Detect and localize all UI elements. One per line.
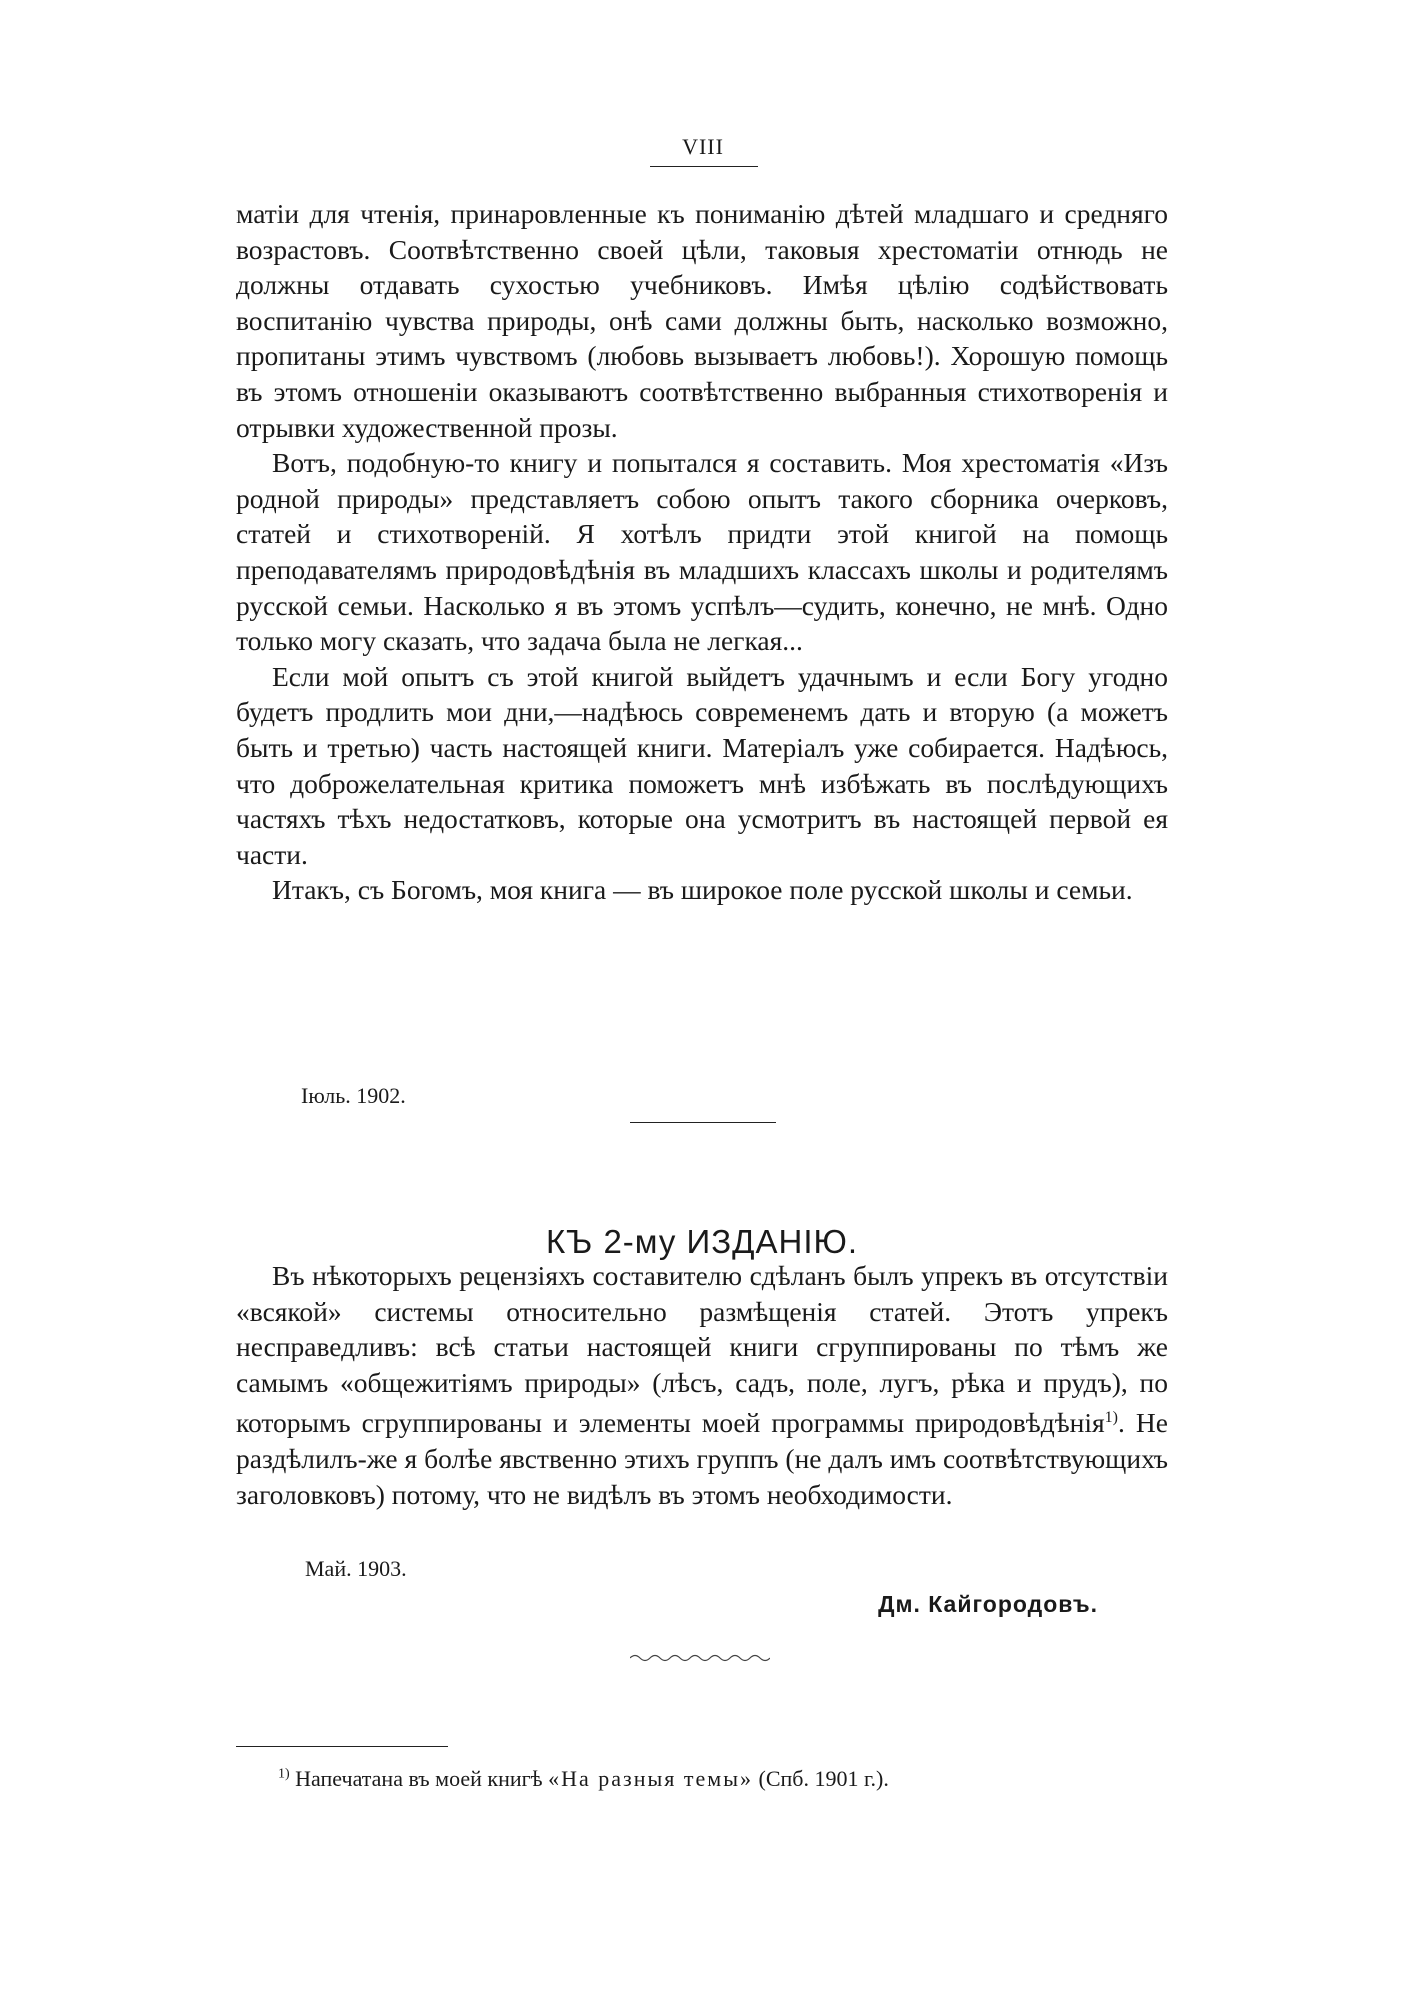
footnote-ref[interactable]: 1): [1104, 1409, 1118, 1427]
second-edition-paragraph: [236, 1258, 1168, 1512]
footnote-marker: 1): [278, 1766, 290, 1782]
footnote: [278, 1766, 889, 1792]
paragraph-4: Итакъ, съ Богомъ, моя книга — въ широкое поле русской школы и семьи.: [272, 874, 1133, 906]
paragraph-1: матiи для чтенія, принаровленные къ пониманію дѣтей младшаго и средняго возрастовъ. Соотвѣтственно своей цѣли, таковыя хрестоматіи отнюдь не должны отдавать сухостью учебниковъ. Имѣя цѣлію содѣйствовать воспитанію чувства природы, онѣ сами должны быть, насколько возможно, пропитаны этимъ чувствомъ (любовь вызываетъ любовь!). Хорошую помощь въ этомъ отношеніи оказываютъ соотвѣтственно выбранныя стихотворенія и отрывки художественной прозы.: [236, 198, 1168, 443]
second-edition-text: [236, 1258, 1168, 1512]
preface-text: [236, 196, 1168, 908]
footnote-text-before: Напечатана въ моей книгѣ: [289, 1766, 549, 1791]
page-number: VIII: [682, 134, 724, 159]
page-number-rule: [650, 166, 758, 167]
second-edition-date: Май. 1903.: [305, 1556, 407, 1581]
footnote-rule: [236, 1746, 448, 1747]
second-edition-heading: КЪ 2-му ИЗДАНІЮ.: [545, 1223, 859, 1261]
paragraph-3: Если мой опытъ съ этой книгой выйдетъ удачнымъ и если Богу угодно будетъ продлить мои дни,—надѣюсь современемъ дать и вторую (а можетъ быть и третью) часть настоящей книги. Матеріалъ уже собирается. Надѣюсь, что доброжелательная критика поможетъ мнѣ избѣжать въ послѣдующихъ частяхъ тѣхъ недостатковъ, которые она усмотритъ въ настоящей первой ея части.: [236, 660, 1168, 870]
footnote-text-after: (Спб. 1901 г.).: [753, 1766, 889, 1791]
footnote-book-title: «На разныя темы»: [548, 1766, 753, 1791]
author-signature: Дм. Кайгородовъ.: [878, 1591, 1098, 1617]
paragraph-2: Вотъ, подобную-то книгу и попытался я составить. Моя хрестоматія «Изъ родной природы» представляетъ собою опытъ такого сборника очерковъ, статей и стихотвореній. Я хотѣлъ придти этой книгой на помощь преподавателямъ природовѣдѣнія въ младшихъ классахъ школы и родителямъ русской семьи. Насколько я въ этомъ успѣлъ—судить, конечно, не мнѣ. Одно только могу сказать, что задача была не легкая...: [236, 447, 1168, 657]
preface-date: Іюль. 1902.: [301, 1083, 406, 1108]
second-edition-paragraph-start: Въ нѣкоторыхъ рецензіяхъ составителю сдѣланъ былъ упрекъ въ отсутствіи «всякой» системы относительно размѣщенія статей. Этотъ упрекъ несправедливъ: всѣ статьи настоящей книги сгруппированы по тѣмъ же самымъ «общежитіямъ природы» (лѣсъ, садъ, поле, лугъ, рѣка и прудъ), по которымъ сгруппированы и элементы моей программы природовѣдѣнія: [236, 1260, 1168, 1439]
second-edition-paragraph-end: . Не раздѣлилъ-же я болѣе явственно этихъ группъ (не далъ имъ соотвѣтствующихъ заголовковъ) потому, что не видѣлъ въ этомъ необходимости.: [236, 1407, 1168, 1510]
ornament-divider: [630, 1652, 770, 1664]
section-separator: [630, 1122, 776, 1123]
